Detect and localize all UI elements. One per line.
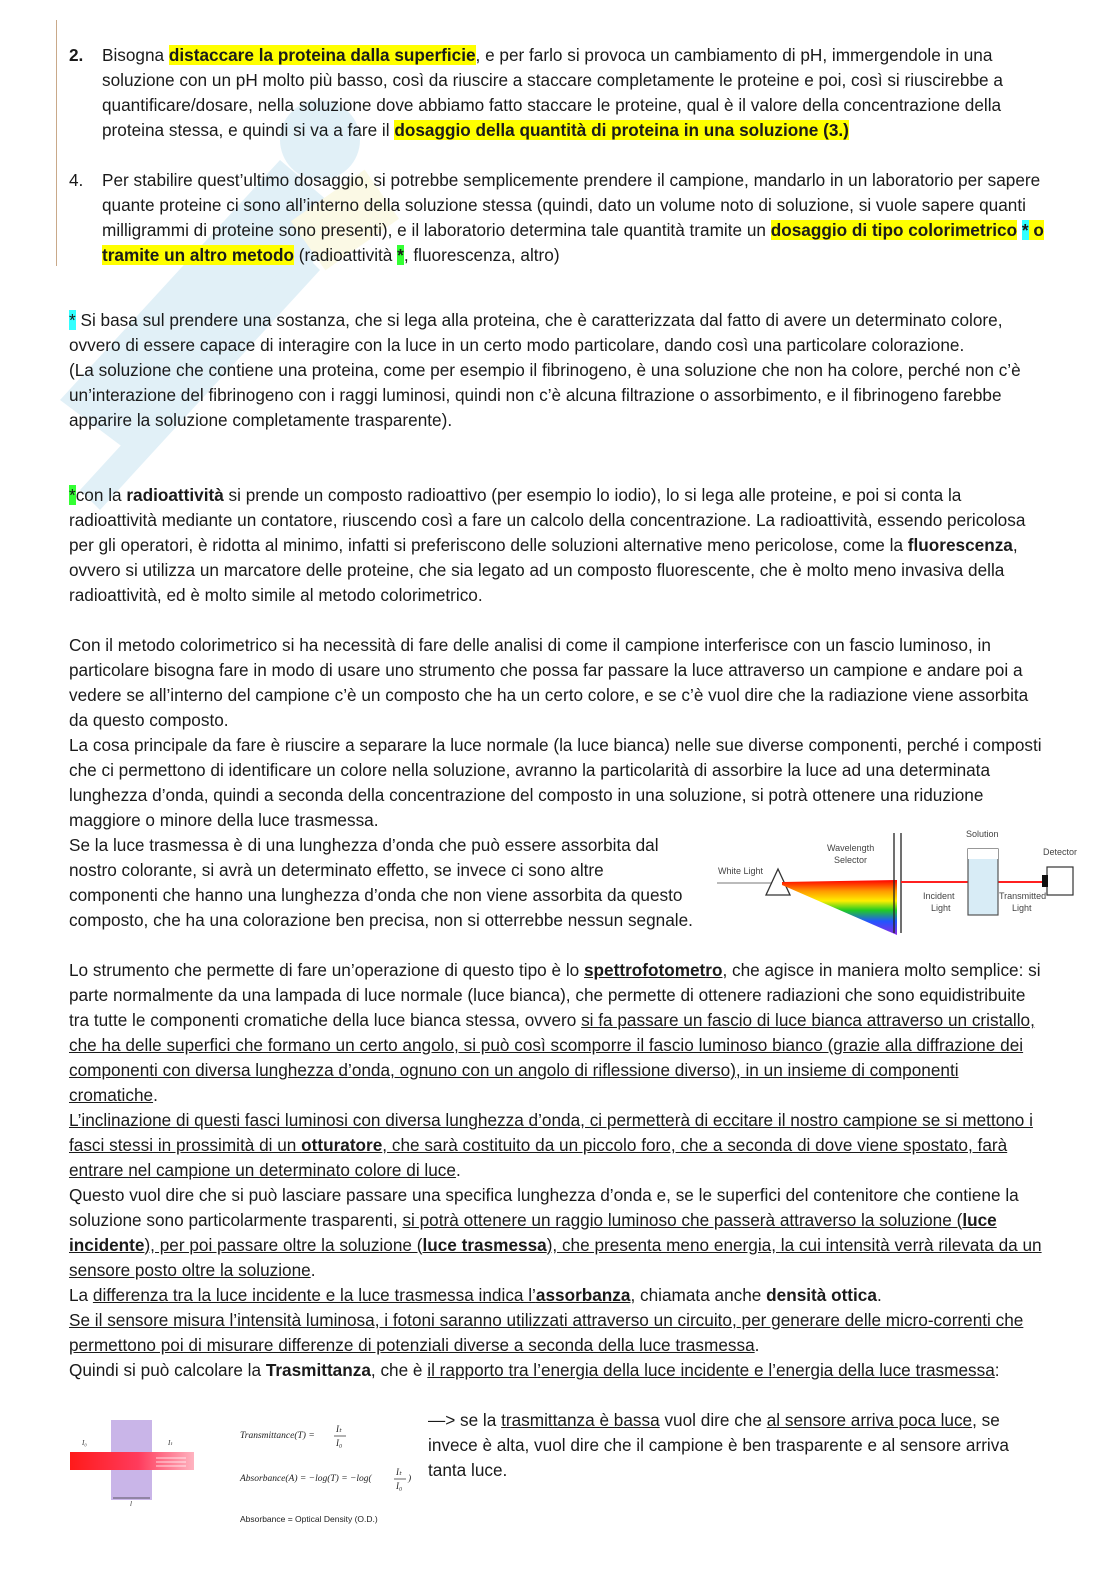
label-selector: Selector <box>834 855 868 865</box>
label-length: l <box>130 1500 132 1507</box>
absorbance-beam-diagram <box>68 1412 198 1507</box>
paragraph-spectrophotometer: Lo strumento che permette di fare un’operazione di questo tipo è lo spettrofotometro, che agisce in maniera molto semplice: si parte normalmente da una lampada di luce normale (luce bianca), che permette di ottenere radiazioni che sono equidistribuite tra tutte le componenti cromatiche della luce bianca stessa, ovvero si fa passare un fascio di luce bianca attraverso un cristallo, che ha delle superfici che formano un certo angolo, si può così scomporre il fascio luminoso bianco (grazie alla diffrazione dei componenti con diversa lunghezza d’onda, ognuno con un angolo di riflessione diverso), in un insieme di componenti cromatiche. L’inclinazione di questi fasci luminosi con diversa lunghezza d’onda, ci permetterà di eccitare il nostro campione se si mettono i fasci stessi in prossimità di un otturatore, che sarà costituito da un piccolo foro, che a seconda di dove viene spostato, farà entrare nel campione un determinato colore di luce. Questo vuol dire che si può lasciare passare una specifica lunghezza d’onda e, se le superfici del contenitore che contiene la soluzione sono particolarmente trasparenti, si potrà ottenere un raggio luminoso che passerà attraverso la soluzione (luce incidente), per poi passare oltre la soluzione (luce trasmessa), che presenta meno energia, la cui intensità verrà rilevata da un sensore posto oltre la soluzione. La differenza tra la luce incidente e la luce trasmessa indica l’assorbanza, chiamata anche densità ottica. Se il sensore misura l’intensità luminosa, i fotoni saranno utilizzati attraverso un circuito, per generare delle micro-correnti che permettono poi di misurare differenze di potenziali diverse a seconda della luce trasmessa. Quindi si può calcolare la Trasmittanza, che è il rapporto tra l’energia della luce incidente e l’energia della luce trasmessa: <box>69 960 1042 1380</box>
label-white-light: White Light <box>718 866 764 876</box>
label-optical-density: Absorbance = Optical Density (O.D.) <box>240 1514 378 1524</box>
eq-transmittance-den: I₀ <box>336 1438 343 1448</box>
label-transmitted-light: Light <box>1012 903 1032 913</box>
label-incident-light: Light <box>931 903 951 913</box>
paragraph-absorbed-light: Se la luce trasmessa è di una lunghezza d’onda che può essere assorbita dal nostro colorante, si avrà un determinato effetto, se invece ci sono altre componenti che hanno una lunghezza d’onda che non viene assorbita da questo composto, che ha una colorazione ben precisa, non si otterrebbe nessun segnale. <box>69 835 693 930</box>
note-radioactivity: *con la radioattività si prende un composto radioattivo (per esempio lo iodio), lo si lega alle proteine, e poi si conta la radioattività mediante un contatore, riuscendo così a fare un calcolo della concentrazione. La radioattività, essendo pericolosa per gli operatori, è ridotta al minimo, infatti si preferiscono delle soluzioni alternative meno pericolose, come la fluorescenza, ovvero si utilizza un marcatore delle proteine, che sia legato ad un composto fluorescente, che è molto meno invasiva della radioattività, ed è molto simile al metodo colorimetrico. <box>69 485 1026 605</box>
note-colorimetric: * Si basa sul prendere una sostanza, che si lega alla proteina, che è caratterizzata dal fatto di avere un determinato colore, ovvero di essere capace di interagire con la luce in un certo modo particolare, dando così una particolare colorazione. (La soluzione che contiene una proteina, come per esempio il fibrinogeno, è una soluzione che non ha colore, perché non c’è un’interazione del fibrinogeno con i raggi luminosi, quindi non c’è alcuna filtrazione o assorbimento, e il fibrinogeno farebbe apparire la soluzione completamente trasparente). <box>69 310 1021 430</box>
eq-transmittance-num: Iₜ <box>336 1424 342 1434</box>
label-incident: Incident <box>923 891 955 901</box>
spectrophotometer-diagram <box>712 825 1092 935</box>
eq-absorbance-den: I₀ <box>396 1481 403 1491</box>
label-detector: Detector <box>1043 847 1078 857</box>
list-number-2: 2. <box>69 45 84 65</box>
paragraph-colorimetric-method: Con il metodo colorimetrico si ha necessità di fare delle analisi di come il campione interferisce con un fascio luminoso, in particolare bisogna fare in modo di usare uno strumento che possa far passare la luce attraverso un campione e andare poi a vedere se all’interno del campione c’è un composto che ha un certo colore, e se c’è vuol dire che la radiazione viene assorbita da questo composto. La cosa principale da fare è riuscire a separare la luce normale (la luce bianca) nelle sue diverse componenti, perché i composti che ci permettono di identificare un colore nella soluzione, avranno la particolarità di assorbire la luce ad una determinata lunghezza d’onda, quindi a seconda della concentrazione del composto in una soluzione, si potrà ottenere una riduzione maggiore o minore della luce trasmessa. <box>69 635 1042 830</box>
label-it: Iₜ <box>168 1439 173 1447</box>
light-beam <box>70 1452 194 1470</box>
eq-absorbance-num: Iₜ <box>396 1467 402 1477</box>
detector-sensor <box>1042 875 1048 887</box>
margin-line <box>56 20 57 266</box>
label-transmitted: Transmitted <box>999 891 1047 901</box>
paragraph-transmittance-meaning: —> se la trasmittanza è bassa vuol dire che al sensore arriva poca luce, se invece è alta, vuol dire che il campione è ben trasparente e al sensore arriva tanta luce. <box>428 1410 1009 1480</box>
label-i0: I₀ <box>82 1439 87 1447</box>
eq-absorbance-end: ) <box>408 1474 412 1484</box>
spectrum-fan <box>782 880 897 935</box>
eq-transmittance-lhs: Transmittance(T) = <box>240 1431 315 1441</box>
list-number-4: 4. <box>69 170 84 190</box>
list-item-4: Per stabilire quest’ultimo dosaggio, si potrebbe semplicemente prendere il campione, mandarlo in un laboratorio per sapere quante proteine ci sono all’interno della soluzione stessa (quindi, dato un volume noto di soluzione, si vuole sapere quanti milligrammi di proteine sono presenti), e il laboratorio determina tale quantità tramite un dosaggio di tipo colorimetrico * o tramite un altro metodo (radioattività *, fluorescenza, altro) <box>102 170 1044 265</box>
label-wavelength: Wavelength <box>827 843 875 853</box>
eq-absorbance-lhs: Absorbance(A) = −log(T) = −log( <box>240 1474 372 1484</box>
list-item-2: Bisogna distaccare la proteina dalla superficie, e per farlo si provoca un cambiamento di pH, immergendole in una soluzione con un pH molto più basso, così da riuscire a staccare completamente le proteine e poi, così si riuscirebbe a quantificare/dosare, nella soluzione dove abbiamo fatto staccare le proteine, qual è il valore della concentrazione della proteina stessa, e quindi si va a fare il dosaggio della quantità di proteina in una soluzione (3.) <box>102 45 1003 140</box>
detector-box <box>1047 867 1073 895</box>
absorbance-equations <box>238 1418 418 1526</box>
label-solution: Solution <box>966 829 999 839</box>
